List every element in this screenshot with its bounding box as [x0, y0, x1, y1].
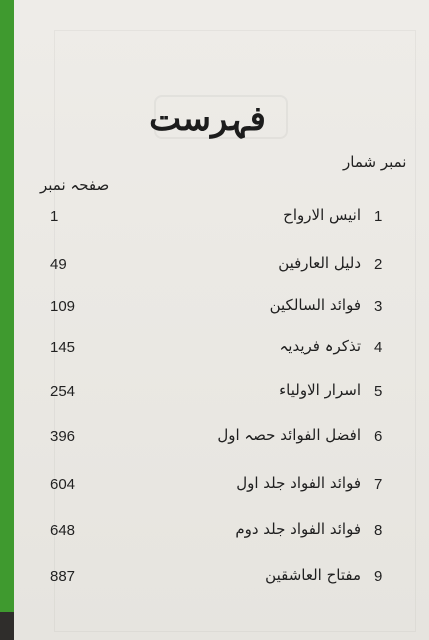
- serial-number-header: نمبر شمار: [343, 153, 407, 171]
- entry-title: انیس الارواح: [283, 206, 361, 224]
- list-item: [14, 339, 429, 363]
- list-item: [14, 522, 429, 546]
- list-item: [14, 568, 429, 592]
- entry-number: 8: [374, 522, 383, 539]
- entry-page: 887: [50, 568, 76, 585]
- entry-number: 1: [374, 208, 383, 225]
- entry-title: فوائد السالکین: [269, 296, 361, 314]
- entry-page: 109: [50, 298, 76, 315]
- entry-page: 604: [50, 476, 76, 493]
- list-item: [14, 208, 429, 232]
- page-number-header: صفحہ نمبر: [40, 176, 110, 194]
- entry-number: 9: [374, 568, 383, 585]
- list-item: [14, 383, 429, 407]
- entry-number: 5: [374, 383, 383, 400]
- entry-number: 4: [374, 339, 383, 356]
- list-item: [14, 476, 429, 500]
- entry-title: مفتاح العاشقین: [265, 566, 361, 584]
- entry-page: 1: [50, 208, 59, 225]
- entry-page: 396: [50, 428, 76, 445]
- entry-page: 648: [50, 522, 76, 539]
- entry-title: تذکرہ فریدیہ: [279, 337, 361, 355]
- entry-page: 254: [50, 383, 76, 400]
- entry-number: 3: [374, 298, 383, 315]
- entry-title: افضل الفوائد حصہ اول: [217, 426, 361, 444]
- entry-title: فوائد الفواد جلد دوم: [235, 520, 361, 538]
- entry-number: 6: [374, 428, 383, 445]
- entry-page: 49: [50, 256, 67, 273]
- entry-title: فوائد الفواد جلد اول: [236, 474, 361, 492]
- list-item: [14, 256, 429, 280]
- list-item: [14, 428, 429, 452]
- entry-number: 2: [374, 256, 383, 273]
- page-title: فہرست: [149, 99, 266, 139]
- entry-title: دلیل العارفین: [278, 254, 361, 272]
- entry-number: 7: [374, 476, 383, 493]
- list-item: [14, 298, 429, 322]
- entry-title: اسرار الاولیاء: [279, 381, 361, 399]
- entry-page: 145: [50, 339, 76, 356]
- green-book-edge: [0, 0, 14, 612]
